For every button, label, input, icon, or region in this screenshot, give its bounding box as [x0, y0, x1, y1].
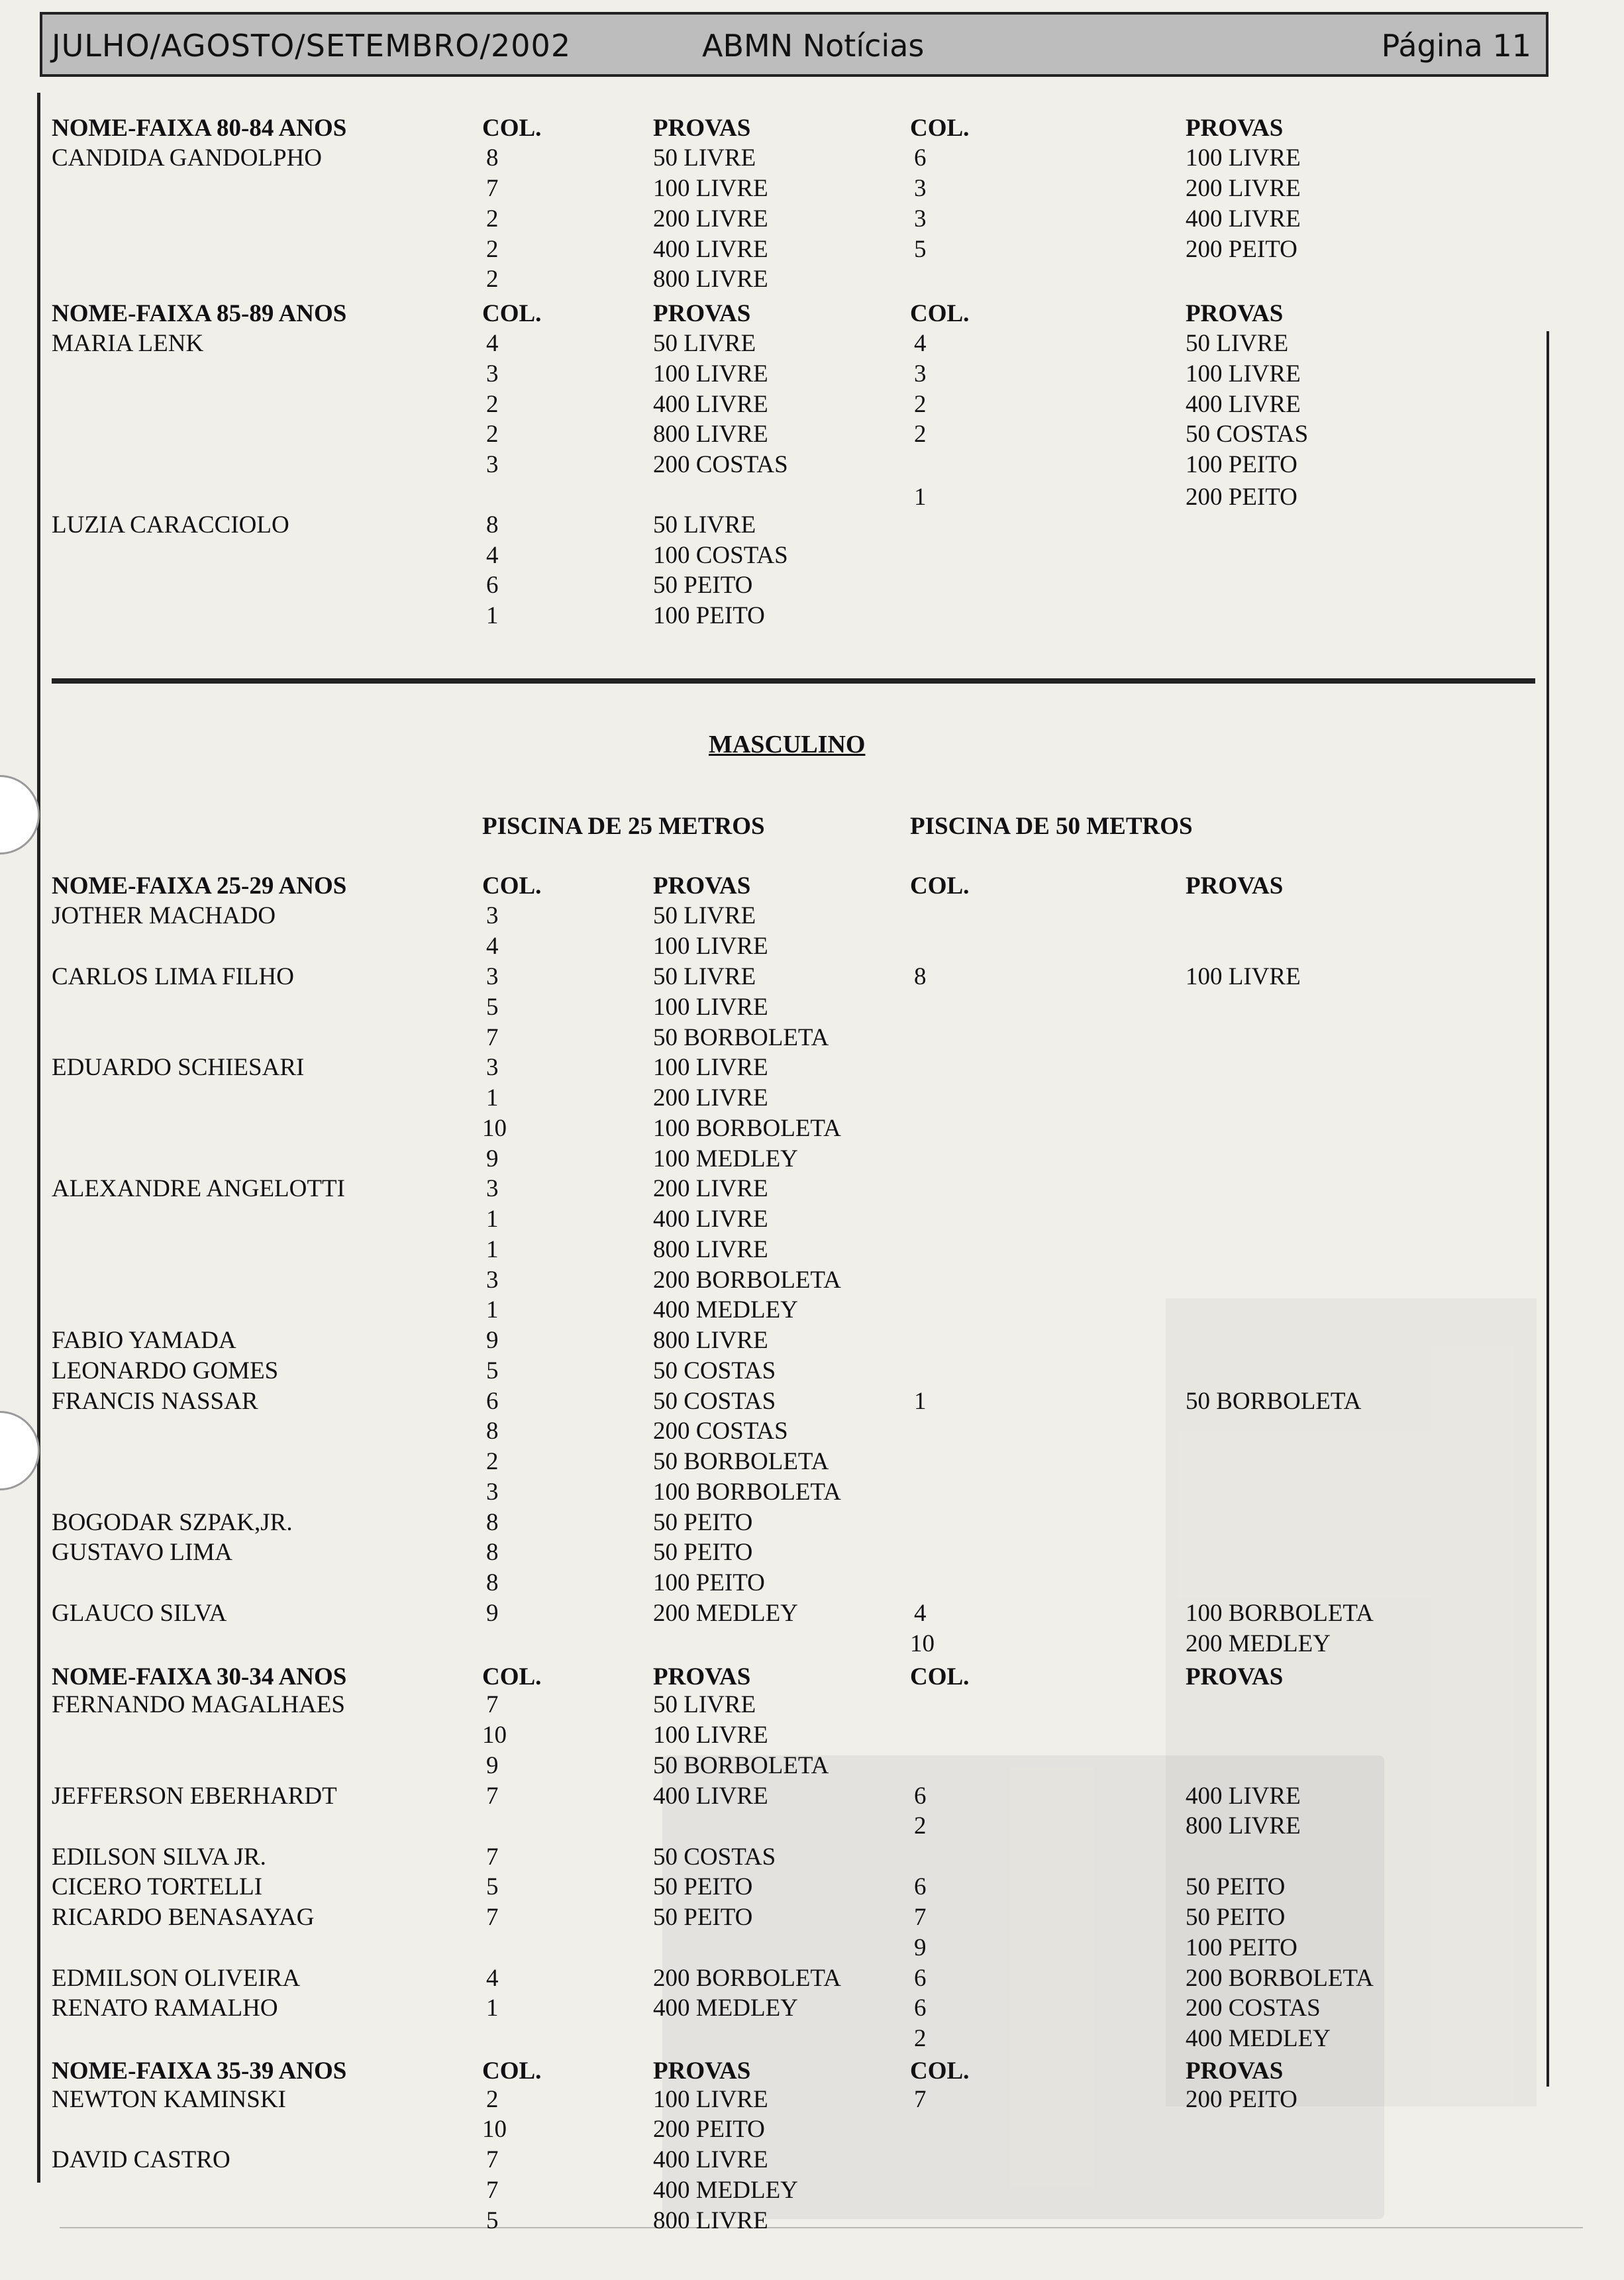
- placement-value: 7: [486, 175, 499, 202]
- event-name: 50 BORBOLETA: [653, 1448, 829, 1475]
- placement-value: 7: [486, 2177, 499, 2204]
- page-number: Página 11: [1381, 28, 1531, 64]
- right-column-rule: [1547, 331, 1549, 2087]
- swimmer-name: CANDIDA GANDOLPHO: [52, 144, 323, 172]
- events-header: PROVAS: [1186, 300, 1284, 327]
- section-separator: [52, 678, 1535, 684]
- placement-value: 6: [914, 1965, 927, 1992]
- pool-50m-heading: PISCINA DE 50 METROS: [910, 813, 1193, 840]
- placement-value: 2: [486, 205, 499, 233]
- event-name: 50 BORBOLETA: [1186, 1388, 1362, 1415]
- event-name: 50 LIVRE: [653, 1691, 756, 1718]
- event-name: 800 LIVRE: [653, 421, 768, 448]
- event-name: 50 LIVRE: [653, 144, 756, 172]
- event-name: 400 LIVRE: [653, 1783, 768, 1810]
- event-name: 400 MEDLEY: [653, 1296, 798, 1323]
- event-name: 400 MEDLEY: [653, 1995, 798, 2022]
- placement-value: 3: [486, 902, 499, 929]
- events-header: PROVAS: [653, 872, 751, 900]
- col-header: COL.: [482, 300, 542, 327]
- event-name: 200 BORBOLETA: [653, 1965, 841, 1992]
- events-header: PROVAS: [1186, 1663, 1284, 1690]
- placement-value: 8: [486, 144, 499, 172]
- age-group-heading: NOME-FAIXA 35-39 ANOS: [52, 2057, 347, 2085]
- event-name: 100 LIVRE: [653, 360, 768, 388]
- event-name: 400 LIVRE: [653, 2146, 768, 2173]
- event-name: 50 PEITO: [653, 1904, 753, 1931]
- placement-value: 6: [914, 1873, 927, 1900]
- swimmer-name: JOTHER MACHADO: [52, 902, 276, 929]
- event-name: 200 BORBOLETA: [653, 1267, 841, 1294]
- event-name: 50 PEITO: [653, 1509, 753, 1536]
- event-name: 100 PEITO: [653, 1569, 765, 1596]
- event-name: 400 MEDLEY: [1186, 2025, 1331, 2052]
- age-group-heading: NOME-FAIXA 30-34 ANOS: [52, 1663, 347, 1690]
- event-name: 200 PEITO: [1186, 2086, 1297, 2113]
- event-name: 200 MEDLEY: [653, 1600, 798, 1627]
- placement-value: 8: [486, 1569, 499, 1596]
- event-name: 50 LIVRE: [653, 902, 756, 929]
- event-name: 100 LIVRE: [1186, 360, 1301, 388]
- events-header: PROVAS: [653, 115, 751, 142]
- placement-value: 3: [486, 360, 499, 388]
- swimmer-name: LUZIA CARACCIOLO: [52, 511, 289, 539]
- event-name: 800 LIVRE: [653, 2207, 768, 2234]
- placement-value: 2: [486, 421, 499, 448]
- placement-value: 7: [486, 1904, 499, 1931]
- event-name: 100 PEITO: [1186, 451, 1297, 478]
- swimmer-name: GUSTAVO LIMA: [52, 1539, 232, 1566]
- placement-value: 8: [486, 511, 499, 539]
- event-name: 100 COSTAS: [653, 542, 788, 569]
- swimmer-name: EDMILSON OLIVEIRA: [52, 1965, 301, 1992]
- swimmer-name: JEFFERSON EBERHARDT: [52, 1783, 337, 1810]
- placement-value: 3: [486, 963, 499, 990]
- placement-value: 2: [914, 421, 927, 448]
- placement-value: 4: [486, 542, 499, 569]
- col-header: COL.: [910, 300, 970, 327]
- col-header: COL.: [910, 1663, 970, 1690]
- placement-value: 2: [486, 266, 499, 293]
- event-name: 400 LIVRE: [653, 391, 768, 418]
- event-name: 400 MEDLEY: [653, 2177, 798, 2204]
- placement-value: 3: [486, 1054, 499, 1081]
- age-group-heading: NOME-FAIXA 25-29 ANOS: [52, 872, 347, 900]
- placement-value: 6: [486, 572, 499, 599]
- events-header: PROVAS: [653, 1663, 751, 1690]
- swimmer-name: GLAUCO SILVA: [52, 1600, 227, 1627]
- placement-value: 7: [486, 1843, 499, 1871]
- event-name: 50 BORBOLETA: [653, 1024, 829, 1051]
- placement-value: 6: [486, 1388, 499, 1415]
- page-header: [40, 12, 1548, 77]
- col-header: COL.: [482, 2057, 542, 2085]
- placement-value: 2: [914, 391, 927, 418]
- event-name: 50 COSTAS: [653, 1843, 776, 1871]
- placement-value: 2: [486, 2086, 499, 2113]
- col-header: COL.: [482, 115, 542, 142]
- event-name: 100 BORBOLETA: [653, 1478, 841, 1506]
- event-name: 100 LIVRE: [653, 1722, 768, 1749]
- event-name: 100 LIVRE: [653, 933, 768, 960]
- event-name: 100 LIVRE: [1186, 144, 1301, 172]
- event-name: 100 BORBOLETA: [653, 1115, 841, 1142]
- event-name: 50 LIVRE: [1186, 330, 1289, 357]
- placement-value: 2: [486, 236, 499, 263]
- events-header: PROVAS: [653, 300, 751, 327]
- col-header: COL.: [482, 1663, 542, 1690]
- events-header: PROVAS: [1186, 115, 1284, 142]
- swimmer-name: NEWTON KAMINSKI: [52, 2086, 286, 2113]
- event-name: 50 COSTAS: [1186, 421, 1309, 448]
- event-name: 100 BORBOLETA: [1186, 1600, 1374, 1627]
- swimmer-name: FRANCIS NASSAR: [52, 1388, 258, 1415]
- events-header: PROVAS: [653, 2057, 751, 2085]
- event-name: 50 PEITO: [1186, 1904, 1286, 1931]
- event-name: 100 LIVRE: [653, 2086, 768, 2113]
- publication-name: ABMN Notícias: [702, 28, 925, 64]
- placement-value: 3: [914, 175, 927, 202]
- event-name: 100 PEITO: [1186, 1934, 1297, 1961]
- placement-value: 8: [486, 1418, 499, 1445]
- swimmer-name: LEONARDO GOMES: [52, 1357, 279, 1384]
- swimmer-name: EDUARDO SCHIESARI: [52, 1054, 305, 1081]
- placement-value: 5: [486, 1357, 499, 1384]
- event-name: 200 LIVRE: [653, 1175, 768, 1202]
- placement-value: 8: [486, 1539, 499, 1566]
- placement-value: 7: [486, 1024, 499, 1051]
- event-name: 50 LIVRE: [653, 330, 756, 357]
- event-name: 400 LIVRE: [1186, 205, 1301, 233]
- swimmer-name: ALEXANDRE ANGELOTTI: [52, 1175, 345, 1202]
- col-header: COL.: [910, 115, 970, 142]
- placement-value: 7: [914, 2086, 927, 2113]
- placement-value: 7: [486, 1783, 499, 1810]
- event-name: 200 LIVRE: [653, 205, 768, 233]
- event-name: 400 LIVRE: [1186, 1783, 1301, 1810]
- event-name: 200 COSTAS: [653, 1418, 788, 1445]
- left-column-rule: [37, 93, 40, 2183]
- swimmer-name: CARLOS LIMA FILHO: [52, 963, 294, 990]
- swimmer-name: RENATO RAMALHO: [52, 1995, 278, 2022]
- placement-value: 1: [486, 1236, 499, 1263]
- event-name: 200 COSTAS: [653, 451, 788, 478]
- placement-value: 7: [914, 1904, 927, 1931]
- event-name: 100 LIVRE: [653, 994, 768, 1021]
- issue-date: JULHO/AGOSTO/SETEMBRO/2002: [52, 28, 572, 64]
- punch-hole: [0, 775, 40, 855]
- events-header: PROVAS: [1186, 2057, 1284, 2085]
- event-name: 100 LIVRE: [1186, 963, 1301, 990]
- event-name: 50 BORBOLETA: [653, 1752, 829, 1779]
- events-header: PROVAS: [1186, 872, 1284, 900]
- placement-value: 5: [486, 994, 499, 1021]
- event-name: 800 LIVRE: [653, 1327, 768, 1354]
- placement-value: 1: [914, 484, 927, 511]
- placement-value: 3: [486, 451, 499, 478]
- placement-value: 8: [486, 1509, 499, 1536]
- swimmer-name: CICERO TORTELLI: [52, 1873, 263, 1900]
- bottom-rule: [60, 2227, 1583, 2228]
- placement-value: 6: [914, 144, 927, 172]
- placement-value: 5: [486, 1873, 499, 1900]
- placement-value: 4: [486, 933, 499, 960]
- swimmer-name: FERNANDO MAGALHAES: [52, 1691, 345, 1718]
- placement-value: 9: [486, 1752, 499, 1779]
- event-name: 200 COSTAS: [1186, 1995, 1321, 2022]
- placement-value: 1: [486, 602, 499, 629]
- event-name: 100 LIVRE: [653, 175, 768, 202]
- placement-value: 2: [486, 391, 499, 418]
- punch-hole: [0, 1411, 40, 1490]
- swimmer-name: RICARDO BENASAYAG: [52, 1904, 315, 1931]
- placement-value: 1: [486, 1995, 499, 2022]
- event-name: 200 PEITO: [1186, 484, 1297, 511]
- event-name: 400 LIVRE: [653, 236, 768, 263]
- section-title: MASCULINO: [709, 731, 866, 758]
- placement-value: 9: [486, 1327, 499, 1354]
- event-name: 200 MEDLEY: [1186, 1630, 1331, 1657]
- event-name: 800 LIVRE: [1186, 1812, 1301, 1840]
- event-name: 50 PEITO: [653, 1539, 753, 1566]
- placement-value: 3: [914, 360, 927, 388]
- event-name: 100 LIVRE: [653, 1054, 768, 1081]
- placement-value: 5: [486, 2207, 499, 2234]
- placement-value: 10: [482, 2116, 507, 2143]
- placement-value: 8: [914, 963, 927, 990]
- placement-value: 3: [486, 1175, 499, 1202]
- pool-25m-heading: PISCINA DE 25 METROS: [482, 813, 765, 840]
- swimmer-name: FABIO YAMADA: [52, 1327, 236, 1354]
- event-name: 50 LIVRE: [653, 511, 756, 539]
- placement-value: 6: [914, 1995, 927, 2022]
- placement-value: 3: [914, 205, 927, 233]
- placement-value: 9: [914, 1934, 927, 1961]
- placement-value: 1: [486, 1084, 499, 1112]
- event-name: 50 COSTAS: [653, 1388, 776, 1415]
- event-name: 50 PEITO: [653, 1873, 753, 1900]
- event-name: 200 PEITO: [1186, 236, 1297, 263]
- swimmer-name: EDILSON SILVA JR.: [52, 1843, 266, 1871]
- event-name: 100 PEITO: [653, 602, 765, 629]
- placement-value: 5: [914, 236, 927, 263]
- placement-value: 4: [486, 330, 499, 357]
- event-name: 800 LIVRE: [653, 1236, 768, 1263]
- placement-value: 1: [486, 1296, 499, 1323]
- event-name: 200 PEITO: [653, 2116, 765, 2143]
- placement-value: 2: [914, 1812, 927, 1840]
- col-header: COL.: [482, 872, 542, 900]
- col-header: COL.: [910, 872, 970, 900]
- event-name: 50 PEITO: [653, 572, 753, 599]
- placement-value: 3: [486, 1478, 499, 1506]
- event-name: 100 MEDLEY: [653, 1145, 798, 1172]
- event-name: 200 LIVRE: [653, 1084, 768, 1112]
- placement-value: 2: [914, 2025, 927, 2052]
- age-group-heading: NOME-FAIXA 85-89 ANOS: [52, 300, 347, 327]
- event-name: 200 LIVRE: [1186, 175, 1301, 202]
- placement-value: 7: [486, 1691, 499, 1718]
- placement-value: 6: [914, 1783, 927, 1810]
- event-name: 400 LIVRE: [1186, 391, 1301, 418]
- placement-value: 4: [914, 1600, 927, 1627]
- placement-value: 1: [914, 1388, 927, 1415]
- placement-value: 3: [486, 1267, 499, 1294]
- placement-value: 7: [486, 2146, 499, 2173]
- swimmer-name: BOGODAR SZPAK,JR.: [52, 1509, 293, 1536]
- swimmer-name: MARIA LENK: [52, 330, 204, 357]
- placement-value: 9: [486, 1145, 499, 1172]
- event-name: 50 COSTAS: [653, 1357, 776, 1384]
- placement-value: 9: [486, 1600, 499, 1627]
- swimmer-name: DAVID CASTRO: [52, 2146, 230, 2173]
- event-name: 50 LIVRE: [653, 963, 756, 990]
- placement-value: 2: [486, 1448, 499, 1475]
- placement-value: 10: [482, 1115, 507, 1142]
- event-name: 200 BORBOLETA: [1186, 1965, 1374, 1992]
- event-name: 800 LIVRE: [653, 266, 768, 293]
- placement-value: 10: [910, 1630, 935, 1657]
- placement-value: 4: [914, 330, 927, 357]
- event-name: 400 LIVRE: [653, 1206, 768, 1233]
- placement-value: 10: [482, 1722, 507, 1749]
- placement-value: 4: [486, 1965, 499, 1992]
- col-header: COL.: [910, 2057, 970, 2085]
- event-name: 50 PEITO: [1186, 1873, 1286, 1900]
- age-group-heading: NOME-FAIXA 80-84 ANOS: [52, 115, 347, 142]
- placement-value: 1: [486, 1206, 499, 1233]
